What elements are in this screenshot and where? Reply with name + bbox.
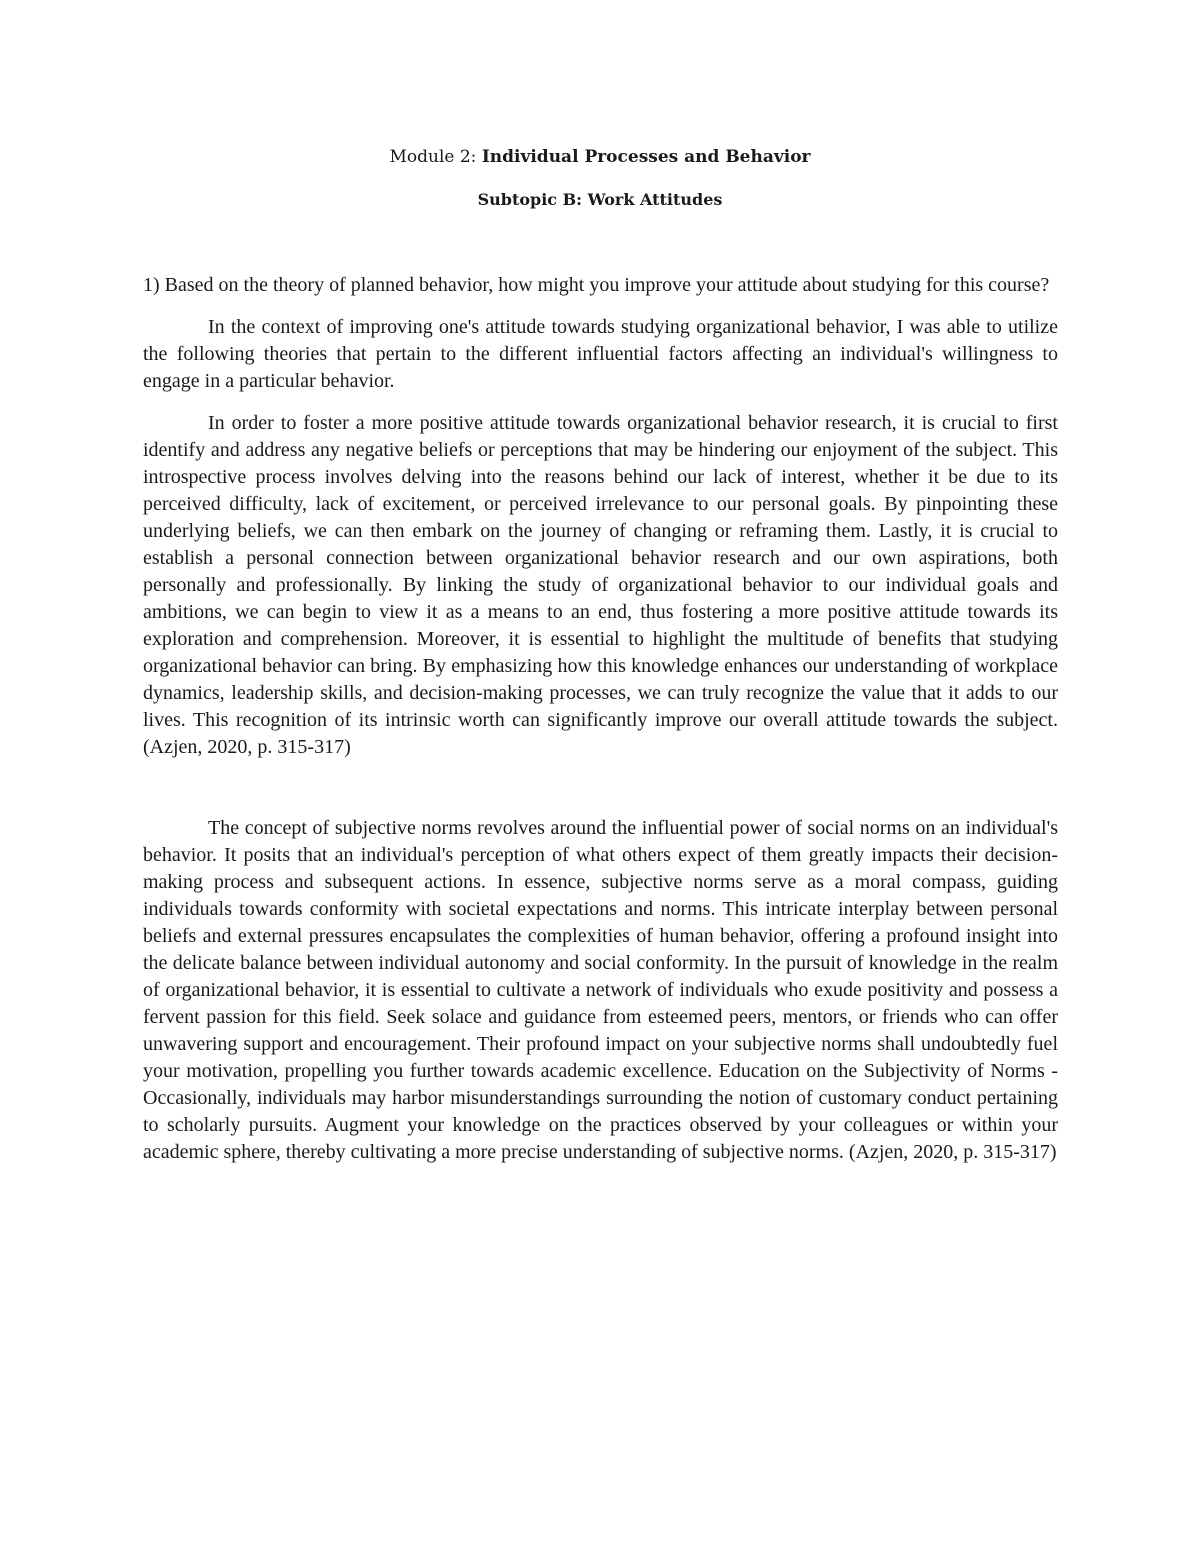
paragraph-intro: In the context of improving one's attitude towards studying organizational behavior, I was able to utilize the following theories that pertain to the different influential factors affecting an individual's willingness to engage in a particular behavior. bbox=[143, 316, 1058, 392]
paragraph-subjective-norms: The concept of subjective norms revolves around the influential power of social norms on an individual's behavior. It posits that an individual's perception of what others expect of them greatly impacts their decision-making process and subsequent actions. In essence, subjective norms serve as a moral compass, guiding individuals towards conformity with societal expectations and norms. This intricate interplay between personal beliefs and external pressures encapsulates the complexities of human behavior, offering a profound insight into the delicate balance between individual autonomy and social conformity. In the pursuit of knowledge in the realm of organizational behavior, it is essential to cultivate a network of individuals who exude positivity and possess a fervent passion for this field. Seek solace and guidance from esteemed peers, mentors, or friends who can offer unwavering support and encouragement. Their profound impact on your subjective norms shall undoubtedly fuel your motivation, propelling you further towards academic excellence. Education on the Subjectivity of Norms - Occasionally, individuals may harbor misunderstandings surrounding the notion of customary conduct pertaining to scholarly pursuits. Augment your knowledge on the practices observed by your colleagues or within your academic sphere, thereby cultivating a more precise understanding of subjective norms. (Azjen, 2020, p. 315-317) bbox=[143, 817, 1058, 1163]
question-text: 1) Based on the theory of planned behavior, how might you improve your attitude about studying for this course? bbox=[143, 274, 1050, 296]
document-body bbox=[143, 272, 1058, 1166]
paragraph-attitude: In order to foster a more positive attitude towards organizational behavior research, it is crucial to first identify and address any negative beliefs or perceptions that may be hindering our enjoyment of the subject. This introspective process involves delving into the reasons behind our lack of interest, whether it be due to its perceived difficulty, lack of excitement, or perceived irrelevance to our personal goals. By pinpointing these underlying beliefs, we can then embark on the journey of changing or reframing them. Lastly, it is crucial to establish a personal connection between organizational behavior research and our own aspirations, both personally and professionally. By linking the study of organizational behavior to our individual goals and ambitions, we can begin to view it as a means to an end, thus fostering a more positive attitude towards its exploration and comprehension. Moreover, it is essential to highlight the multitude of benefits that studying organizational behavior can bring. By emphasizing how this knowledge enhances our understanding of workplace dynamics, leadership skills, and decision-making processes, we can truly recognize the value that it adds to our lives. This recognition of its intrinsic worth can significantly improve our overall attitude towards the subject. (Azjen, 2020, p. 315-317) bbox=[143, 412, 1058, 758]
subtopic-title: Subtopic B: Work Attitudes bbox=[477, 190, 723, 209]
module-title-text: Individual Processes and Behavior bbox=[481, 147, 811, 167]
module-title bbox=[0, 145, 1200, 169]
module-prefix: Module 2: bbox=[389, 147, 482, 167]
